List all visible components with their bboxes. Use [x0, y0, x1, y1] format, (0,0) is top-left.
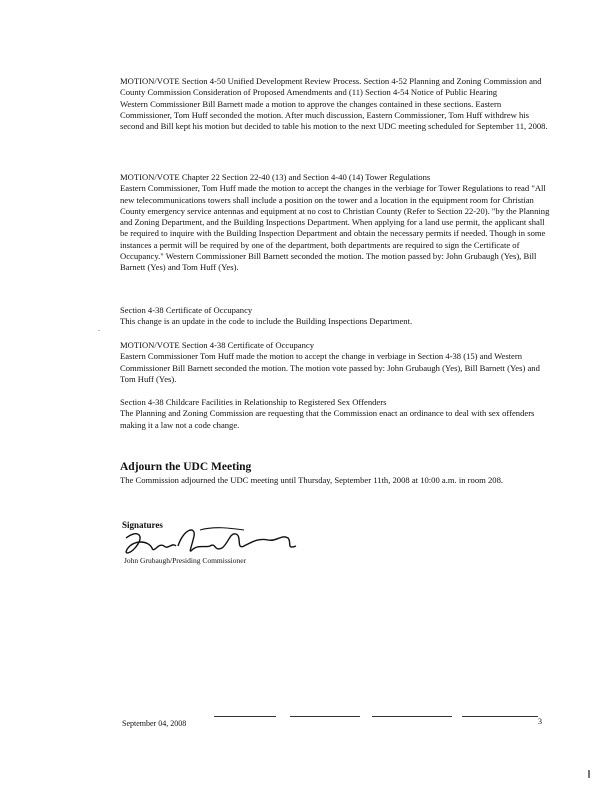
section-tower-regulations	[120, 172, 554, 274]
section-body: This change is an update in the code to include the Building Inspections Department.	[120, 316, 413, 327]
section-certificate-info	[120, 305, 554, 328]
section-adjourn	[120, 460, 554, 486]
footer-rule	[372, 716, 452, 717]
footer-rule	[214, 716, 276, 717]
section-childcare	[120, 397, 554, 431]
signatures-label: Signatures	[122, 520, 163, 530]
section-body: Eastern Commissioner, Tom Huff made the motion to accept the changes in the verbiage for Tower Regulations to read "All new telecommunications towers shall include a position on the tower and a location in the equipment room for Christian County emergency service antennas and equipment at no cost to Christian County (Refer to Section 22-20). "by the Planning and Zoning Department, and the Building Inspections Department. When applying for a land use permit, the applicant shall be required to inquire with the Building Inspection Department and obtain the necessary permits if needed. Though in some instances a permit will be required by one of the department, both departments are required to sign the Certificate of Occupancy." Western Commissioner Bill Barnett seconded the motion. The motion passed by: John Grubaugh (Yes), Bill Barnett (Yes) and Tom Huff (Yes).	[120, 183, 550, 273]
page-number: 3	[538, 717, 542, 726]
footer-rule	[462, 716, 538, 717]
scan-artifact	[588, 770, 590, 778]
margin-mark: .	[98, 324, 100, 333]
section-heading: Section 4-38 Childcare Facilities in Relationship to Registered Sex Offenders	[120, 397, 387, 407]
adjourn-heading: Adjourn the UDC Meeting	[120, 461, 252, 473]
signature-name: John Grubaugh/Presiding Commissioner	[124, 556, 247, 565]
section-certificate-vote	[120, 340, 554, 385]
section-heading: Section 4-38 Certificate of Occupancy	[120, 305, 253, 315]
adjourn-body: The Commission adjourned the UDC meeting until Thursday, September 11th, 2008 at 10:00 a.m. in room 208.	[120, 475, 504, 485]
section-body: The Planning and Zoning Commission are requesting that the Commission enact an ordinance to deal with sex offenders making it a law not a code change.	[120, 408, 535, 430]
section-body: Western Commissioner Bill Barnett made a motion to approve the changes contained in these sections. Eastern Commissioner, Tom Huff seconded the motion. After much discussion, Eastern Commissioner, Tom Huff withdrew his second and Bill kept his motion but decided to table his motion to the next UDC meeting scheduled for September 11, 2008.	[120, 98, 548, 132]
section-udc-review	[120, 76, 554, 132]
footer-date: September 04, 2008	[122, 719, 187, 728]
footer-rule	[290, 716, 360, 717]
section-heading: MOTION/VOTE Section 4-38 Certificate of Occupancy	[120, 340, 315, 350]
section-heading: MOTION/VOTE Section 4-50 Unified Development Review Process. Section 4-52 Planning and Zoning Commission and County Commission Consideration of Proposed Amendments and (11) Section 4-54 Notice of Public Hearing	[120, 76, 542, 98]
section-body: Eastern Commissioner Tom Huff made the motion to accept the change in verbiage in Section 4-38 (15) and Western Commissioner Bill Barnett seconded the motion. The motion vote passed by: John Grubaugh (Yes), Bill Barnett (Yes) and Tom Huff (Yes).	[120, 351, 540, 384]
section-heading: MOTION/VOTE Chapter 22 Section 22-40 (13) and Section 4-40 (14) Tower Regulations	[120, 172, 431, 182]
